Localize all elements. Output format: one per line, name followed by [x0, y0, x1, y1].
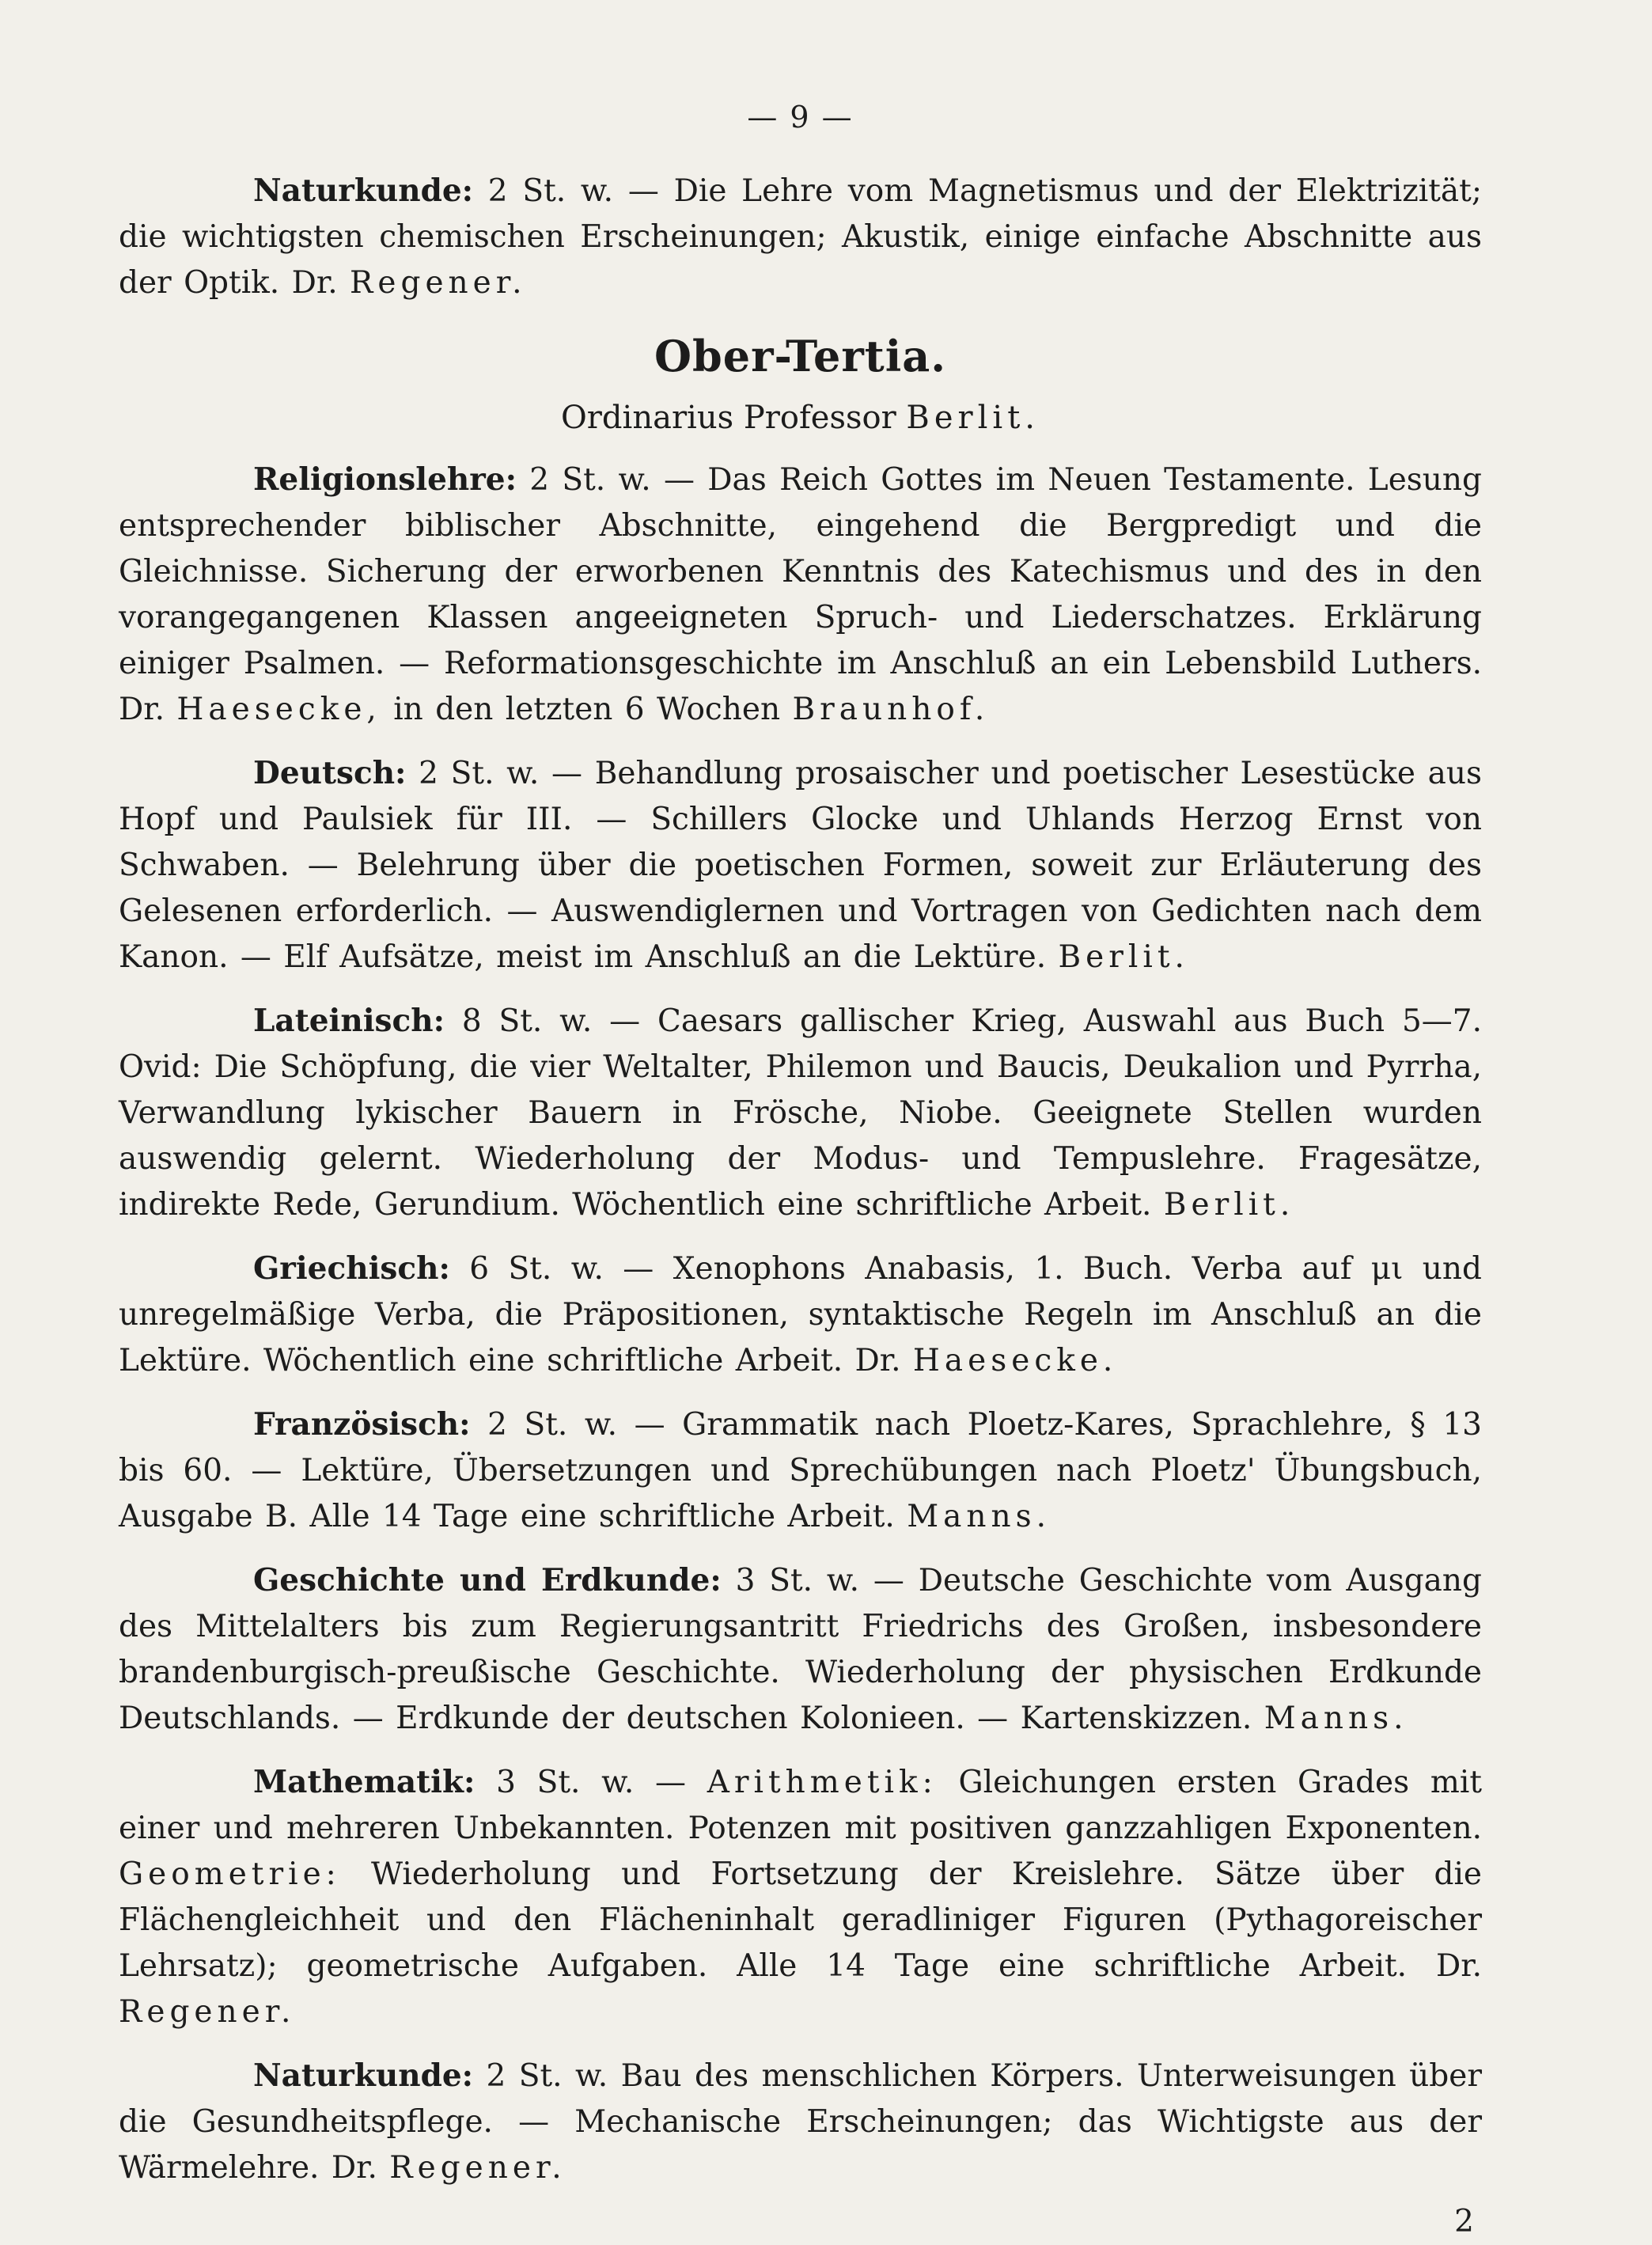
teacher-name: Manns.: [907, 1499, 1051, 1534]
paragraph-text: 6 St. w. — Xenophons Anabasis, 1. Buch. Verba auf μι und unregelmäßige Verba, die Präpositionen, syntaktische Regeln im Anschluß an die Lektüre. Wöchentlich eine schriftliche Arbeit. Dr.: [119, 1251, 1482, 1378]
paragraph-latein: [119, 998, 1482, 1228]
ordinarius-name: Berlit.: [906, 400, 1040, 436]
teacher-name: Regener.: [389, 2150, 566, 2186]
subject-heading: Geschichte und Erdkunde:: [253, 1562, 722, 1598]
subject-heading: Naturkunde:: [253, 2057, 474, 2094]
paragraph-mathematik: [119, 1759, 1482, 2035]
paragraph-geschichte: [119, 1557, 1482, 1742]
paragraph-text: 2 St. w. — Die Lehre vom Magnetismus und der Elektrizität; die wichtigsten chemischen Erscheinungen; Akustik, einige einfache Abschnitte aus der Optik. Dr.: [119, 173, 1482, 301]
paragraph-text: 2 St. w. — Grammatik nach Ploetz-Kares, Sprachlehre, § 13 bis 60. — Lektüre, Übersetzungen und Sprechübungen nach Ploetz' Übungsbuch, Ausgabe B. Alle 14 Tage eine schriftliche Arbeit.: [119, 1407, 1482, 1534]
topic-heading: Arithmetik:: [707, 1765, 938, 1800]
teacher-name: Haesecke,: [176, 692, 381, 727]
subject-heading: Naturkunde:: [253, 173, 474, 209]
subject-heading: Deutsch:: [253, 755, 407, 791]
paragraph-franzoesisch: [119, 1401, 1482, 1540]
paragraph-text: 8 St. w. — Caesars gallischer Krieg, Auswahl aus Buch 5—7. Ovid: Die Schöpfung, die vier Weltalter, Philemon und Baucis, Deukalion und Pyrrha, Verwandlung lykischer Bauern in Frösche, Niobe. Geeignete Stellen wurden auswendig gelernt. Wiederholung der Modus- und Tempuslehre. Fragesätze, indirekte Rede, Gerundium. Wöchentlich eine schriftliche Arbeit.: [119, 1003, 1482, 1223]
paragraph-naturkunde-prev: [119, 168, 1482, 306]
ordinarius-text: Ordinarius Professor: [561, 400, 907, 436]
page-number: — 9 —: [747, 100, 854, 135]
subject-heading: Griechisch:: [253, 1250, 450, 1287]
teacher-name: Haesecke.: [912, 1343, 1118, 1378]
teacher-name: Manns.: [1264, 1701, 1408, 1736]
paragraph-religion: [119, 457, 1482, 733]
subject-heading: Religionslehre:: [253, 461, 517, 498]
paragraph-text: 2 St. w. Bau des menschlichen Körpers. Unterweisungen über die Gesundheitspflege. — Mechanische Erscheinungen; das Wichtigste aus der Wärmelehre. Dr.: [119, 2058, 1482, 2186]
paragraph-text: 2 St. w. — Das Reich Gottes im Neuen Testamente. Lesung entsprechender biblischer Abschnitte, eingehend die Bergpredigt und die Gleichnisse. Sicherung der erworbenen Kenntnis des Katechismus und des in den vorangegangenen Klassen angeeigneten Spruch- und Liederschatzes. Erklärung einiger Psalmen. — Reformationsgeschichte im Anschluß an ein Lebensbild Luthers. Dr.: [119, 462, 1482, 727]
paragraph-text: Gleichungen ersten Grades mit einer und mehreren Unbekannten. Potenzen mit positiven ganzzahligen Exponenten.: [119, 1765, 1482, 1846]
section-title: Ober-Tertia.: [654, 331, 947, 381]
teacher-name: Regener.: [350, 265, 527, 301]
ordinarius-line: [119, 395, 1482, 441]
paragraph-naturkunde: [119, 2053, 1482, 2191]
teacher-name: Berlit.: [1163, 1187, 1295, 1223]
paragraph-deutsch: [119, 750, 1482, 980]
paragraph-text: Wiederholung und Fortsetzung der Kreislehre. Sätze über die Flächengleichheit und den Flächeninhalt geradliniger Figuren (Pythagoreischer Lehrsatz); geometrische Aufgaben. Alle 14 Tage eine schriftliche Arbeit. Dr.: [119, 1856, 1482, 1984]
topic-heading: Geometrie:: [119, 1856, 341, 1892]
subject-heading: Mathematik:: [253, 1764, 476, 1800]
paragraph-text: 3 St. w. —: [475, 1765, 707, 1800]
paragraph-griechisch: [119, 1246, 1482, 1384]
teacher-name: Regener.: [119, 1994, 296, 2030]
subject-heading: Lateinisch:: [253, 1003, 445, 1039]
subject-heading: Französisch:: [253, 1406, 471, 1443]
paragraph-text: in den letzten 6 Wochen: [381, 692, 793, 727]
signature-mark: 2: [1454, 2204, 1474, 2239]
paragraph-text: 2 St. w. — Behandlung prosaischer und poetischer Lesestücke aus Hopf und Paulsiek für III. — Schillers Glocke und Uhlands Herzog Ernst von Schwaben. — Belehrung über die poetischen Formen, soweit zur Erläuterung des Gelesenen erforderlich. — Auswendiglernen und Vortragen von Gedichten nach dem Kanon. — Elf Aufsätze, meist im Anschluß an die Lektüre.: [119, 756, 1482, 975]
teacher-name: Braunhof.: [792, 692, 990, 727]
paragraph-text: 3 St. w. — Deutsche Geschichte vom Ausgang des Mittelalters bis zum Regierungsantritt Friedrichs des Großen, insbesondere brandenburgisch-preußische Geschichte. Wiederholung der physischen Erdkunde Deutschlands. — Erdkunde der deutschen Kolonieen. — Kartenskizzen.: [119, 1563, 1483, 1736]
teacher-name: Berlit.: [1058, 939, 1189, 975]
